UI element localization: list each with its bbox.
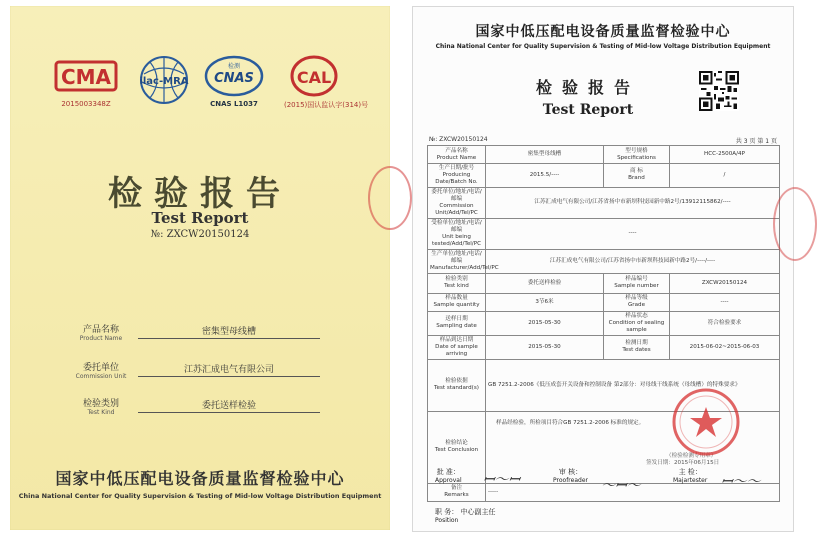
cover-field-commission — [70, 360, 320, 390]
cover-field-product — [70, 322, 320, 352]
cell-value: / — [670, 164, 780, 188]
proofreader-signature: 〜ꟷ〜 — [599, 478, 642, 494]
field-value: 密集型母线槽 — [138, 324, 320, 339]
cell-label: 生产单位/地址/电话/邮编 Manufacturer/Add/Tel/PC — [428, 249, 486, 273]
cell-label: 检验类别 Test kind — [428, 273, 486, 293]
table-row — [428, 335, 780, 359]
conclusion-text: 样品经检验，所检项目符合GB 7251.2-2006 标准的规定。 — [496, 419, 645, 426]
cover-report-number: №: ZXCW20150124 — [150, 229, 250, 240]
majortester-label — [673, 467, 707, 484]
cma-code: 2015003348Z — [61, 100, 111, 108]
cal-code: (2015)国认监认字(314)号 — [284, 101, 369, 109]
cover-field-test-kind — [70, 396, 320, 426]
report-header-zh: 国家中低压配电设备质量监督检验中心 — [475, 24, 731, 40]
cover-subtitle: Test Report — [151, 209, 249, 227]
report-number: №: ZXCW20150124 — [429, 136, 488, 143]
approval-signature: ꟷ〜ꟷ — [481, 472, 522, 488]
cell-value: ----- — [486, 483, 780, 501]
report-cover — [10, 6, 390, 530]
cell-value: 3节6米 — [486, 293, 604, 311]
cell-value: ZXCW20150124 — [670, 273, 780, 293]
table-row — [428, 164, 780, 188]
report-header-en: China National Center for Quality Supervision & Testing of Mid-low Voltage Distribution Equipment — [435, 43, 771, 50]
cover-footer — [10, 466, 390, 500]
cell-value: 2015-05-30 — [486, 311, 604, 335]
cell-label: 受检单位/地址/电话/邮编 Unit being tested/Add/Tel/PC — [428, 218, 486, 249]
proofreader-label — [553, 467, 588, 484]
cell-label: 样品状态 Condition of sealing sample — [604, 311, 670, 335]
cell-label: 样品编号 Sample number — [604, 273, 670, 293]
sign-label-en: Majartester — [673, 477, 708, 484]
cell-label: 样品数量 Sample quantity — [428, 293, 486, 311]
cell-value: 2015.5/---- — [486, 164, 604, 188]
cell-label: 检验结论 Test Conclusion — [428, 411, 486, 483]
sign-label-en: Approval — [435, 477, 462, 484]
cell-value: 江苏汇成电气有限公司/江苏省扬中市新坝科技园新中路2号/13912115862/---- — [486, 187, 780, 218]
field-value: 委托送样检验 — [138, 398, 320, 413]
cell-value: HCC-2500A/4P — [670, 146, 780, 164]
red-seal-icon — [671, 387, 741, 457]
svg-text:检测: 检测 — [227, 63, 241, 70]
position-label-zh: 职 务： — [435, 508, 459, 516]
cell-value: ---- — [670, 293, 780, 311]
table-row — [428, 249, 780, 273]
field-label-en: Commission Unit — [75, 373, 127, 380]
cell-label: 检测日期 Test dates — [604, 335, 670, 359]
table-row — [428, 311, 780, 335]
cell-label: 送样日期 Sampling date — [428, 311, 486, 335]
majortester-signature: ꟷ〜〜 — [719, 474, 762, 490]
cell-label: 生产日期/批号 Producing Date/Batch No. — [428, 164, 486, 188]
seal-caption: （检验检测专用章） — [666, 452, 717, 459]
sign-label-zh: 审 核： — [558, 468, 583, 476]
report-header — [413, 21, 793, 50]
cell-value: 密集型母线槽 — [486, 146, 604, 164]
ilac-mra-logo — [136, 54, 192, 106]
table-row — [428, 273, 780, 293]
cnas-code: CNAS L1037 — [210, 100, 258, 108]
report-title-zh: 检验报告 — [535, 78, 640, 97]
cover-footer-zh: 国家中低压配电设备质量监督检验中心 — [55, 469, 345, 488]
cell-value: ---- — [486, 218, 780, 249]
cell-label: 委托单位/地址/电话/邮编 Commission Unit/Add/Tel/PC — [428, 187, 486, 218]
issue-date: 签发日期：2015年06月15日 — [646, 459, 720, 466]
svg-text:ilac-MRA: ilac-MRA — [139, 76, 189, 87]
field-label-en: Product Name — [79, 335, 123, 342]
table-row — [428, 293, 780, 311]
table-row — [428, 146, 780, 164]
page-indicator: 共 3 页 第 1 页 — [735, 138, 777, 145]
field-label-en: Test Kind — [87, 409, 115, 416]
position-label-en: Position — [435, 517, 459, 524]
cell-value: GB 7251.2-2006《低压成套开关设备和控制设备 第2部分：对母线干线系统（母线槽）的特殊要求》 — [486, 359, 780, 411]
edge-stamp — [368, 166, 412, 230]
sign-label-zh: 主 检： — [678, 468, 702, 476]
approval-label — [435, 467, 462, 484]
table-row — [428, 187, 780, 218]
field-value: 江苏汇成电气有限公司 — [138, 362, 320, 377]
cell-value: 委托送样检验 — [486, 273, 604, 293]
test-report-page — [412, 6, 794, 532]
cell-label: 检验依据 Test standard(s) — [428, 359, 486, 411]
report-title-en: Test Report — [542, 102, 634, 118]
cell-label: 商 标 Brand — [604, 164, 670, 188]
cell-label: 产品名称 Product Name — [428, 146, 486, 164]
cover-title: 检验报告 — [108, 174, 292, 214]
cell-label: 型号规格 Specifications — [604, 146, 670, 164]
edge-seal — [773, 187, 817, 261]
field-label-zh: 检验类别 — [82, 399, 119, 409]
cell-value: 江苏汇成电气有限公司/江苏省扬中市新坝科技园新中路2号/----/---- — [486, 249, 780, 273]
cell-label: 样品等级 Grade — [604, 293, 670, 311]
table-row — [428, 218, 780, 249]
cal-logo — [284, 54, 368, 110]
accreditation-logos — [54, 54, 369, 134]
cma-logo — [54, 54, 118, 108]
report-title — [513, 75, 663, 118]
cell-value: 符合检验要求 — [670, 311, 780, 335]
field-label-zh: 委托单位 — [82, 363, 119, 373]
cell-label: 样品到达日期 Date of sample arriving — [428, 335, 486, 359]
signature-row — [425, 467, 781, 507]
cnas-logo — [204, 54, 264, 108]
svg-text:CAL: CAL — [296, 68, 332, 87]
cell-value: 2015-06-02~2015-06-03 — [670, 335, 780, 359]
sign-label-zh: 批 准： — [436, 468, 460, 476]
cell-label: 备注 Remarks — [428, 483, 486, 501]
sign-label-en: Proofreader — [553, 477, 588, 484]
cover-footer-en: China National Center for Quality Supervision & Testing of Mid-low Voltage Distribution Equipment — [18, 492, 382, 500]
svg-text:CNAS: CNAS — [214, 71, 254, 86]
position-row — [435, 507, 495, 524]
qr-code-icon — [699, 71, 739, 111]
position-value: 中心副主任 — [460, 508, 496, 516]
svg-text:CMA: CMA — [60, 65, 112, 89]
cell-value: 2015-05-30 — [486, 335, 604, 359]
field-label-zh: 产品名称 — [82, 325, 119, 335]
